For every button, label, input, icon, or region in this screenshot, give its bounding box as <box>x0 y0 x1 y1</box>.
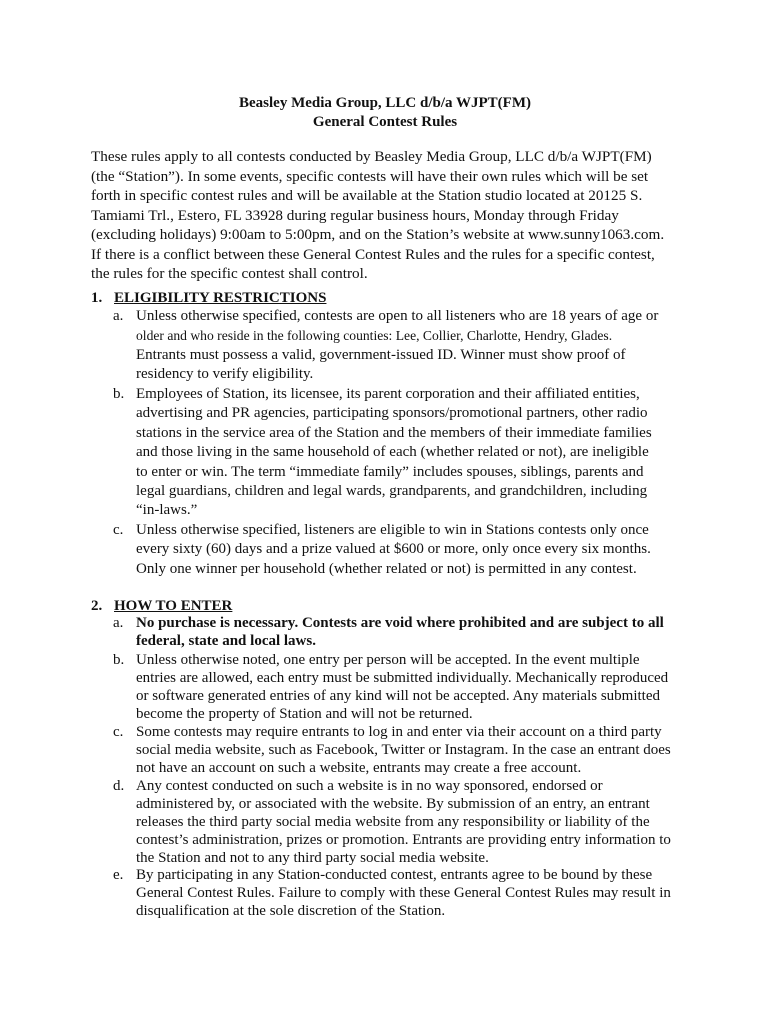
item-letter: e. <box>113 867 124 883</box>
item-line: not have an account on such a website, entrants may create a free account. <box>136 760 582 777</box>
item-line: administered by, or associated with the website. By submission of an entry, an entrant <box>136 796 650 813</box>
item-line: Unless otherwise specified, contests are open to all listeners who are 18 years of age or <box>136 308 659 324</box>
item-line: Employees of Station, its licensee, its parent corporation and their affiliated entities, <box>136 386 640 402</box>
section-heading <box>91 289 326 308</box>
item-letter: d. <box>113 778 125 794</box>
document-subtitle: General Contest Rules <box>312 114 458 130</box>
item-letter: c. <box>113 522 124 538</box>
item-line: “in-laws.” <box>136 502 198 519</box>
item-line: residency to verify eligibility. <box>136 366 314 383</box>
intro-line: the rules for the specific contest shall control. <box>91 265 368 282</box>
intro-line: (the “Station”). In some events, specific contests will have their own rules which will be set <box>91 167 649 185</box>
item-line: Entrants must possess a valid, government-issued ID. Winner must show proof of <box>136 346 626 363</box>
item-letter: a. <box>113 308 124 324</box>
item-line: older and who reside in the following counties: Lee, Collier, Charlotte, Hendry, Glades. <box>136 328 613 344</box>
item-line: Unless otherwise noted, one entry per person will be accepted. In the event multiple <box>136 652 640 668</box>
item-line: contest’s administration, prizes or promotion. Entrants are providing entry information to <box>136 832 671 849</box>
item-line: Unless otherwise specified, listeners are eligible to win in Stations contests only once <box>136 522 649 538</box>
item-line: to enter or win. The term “immediate family” includes spouses, siblings, parents and <box>136 463 644 480</box>
intro-line: forth in specific contest rules and will be available at the Station studio located at 20125 S. <box>91 187 643 204</box>
intro-line: These rules apply to all contests conducted by Beasley Media Group, LLC d/b/a WJPT(FM) <box>91 148 652 165</box>
item-line: and those living in the same household of each (whether related or not), are ineligible <box>136 444 649 461</box>
section-heading-text: ELIGIBILITY RESTRICTIONS <box>114 290 327 306</box>
item-line: releases the third party social media website from any responsibility or liability of the <box>136 814 650 831</box>
intro-paragraph <box>91 147 691 284</box>
item-body <box>136 385 652 521</box>
section-number: 1. <box>91 290 103 306</box>
item-line: Some contests may require entrants to log in and enter via their account on a third party <box>136 724 662 740</box>
item-body <box>136 866 671 920</box>
item-line: advertising and PR agencies, participating sponsors/promotional partners, other radio <box>136 405 648 422</box>
item-line: or software generated entries of any kind will not be accepted. Any materials submitted <box>136 688 660 705</box>
item-line: disqualification at the sole discretion of the Station. <box>136 903 446 920</box>
intro-line: (excluding holidays) 9:00am to 5:00pm, and on the Station’s website at www.sunny1063.com. <box>91 226 665 243</box>
item-line: Any contest conducted on such a website is in no way sponsored, endorsed or <box>136 778 603 794</box>
item-line: General Contest Rules. Failure to comply with these General Contest Rules may result in <box>136 885 671 902</box>
document-title: Beasley Media Group, LLC d/b/a WJPT(FM) <box>239 95 531 111</box>
item-body <box>136 307 658 385</box>
item-letter: c. <box>113 724 124 740</box>
item-body <box>136 723 671 777</box>
item-line: By participating in any Station-conducted contest, entrants agree to be bound by these <box>136 867 653 883</box>
item-letter: b. <box>113 386 125 402</box>
item-letter: b. <box>113 652 125 668</box>
item-body <box>136 521 651 579</box>
item-letter: a. <box>113 615 124 631</box>
item-line: every sixty (60) days and a prize valued at $600 or more, only once every six months. <box>136 541 651 558</box>
item-line: legal guardians, children and legal wards, grandparents, and grandchildren, including <box>136 483 648 500</box>
item-line: Only one winner per household (whether related or not) is permitted in any contest. <box>136 560 637 577</box>
intro-line: If there is a conflict between these General Contest Rules and the rules for a specific contest, <box>91 245 655 263</box>
section-heading-text: HOW TO ENTER <box>114 598 233 614</box>
intro-line: Tamiami Trl., Estero, FL 33928 during regular business hours, Monday through Friday <box>91 206 619 224</box>
item-body <box>136 777 671 867</box>
item-line: the Station and not to any third party social media website. <box>136 850 489 867</box>
item-line: No purchase is necessary. Contests are void where prohibited and are subject to all <box>136 615 664 631</box>
item-line: become the property of Station and will not be returned. <box>136 706 473 723</box>
item-line: federal, state and local laws. <box>136 633 316 650</box>
item-body <box>136 651 668 723</box>
item-body <box>136 614 664 650</box>
item-line: social media website, such as Facebook, Twitter or Instagram. In the case an entrant does <box>136 742 671 759</box>
section-number: 2. <box>91 598 103 614</box>
item-line: stations in the service area of the Station and the members of their immediate families <box>136 424 652 441</box>
item-line: entries are allowed, each entry must be submitted individually. Mechanically reproduced <box>136 670 669 687</box>
